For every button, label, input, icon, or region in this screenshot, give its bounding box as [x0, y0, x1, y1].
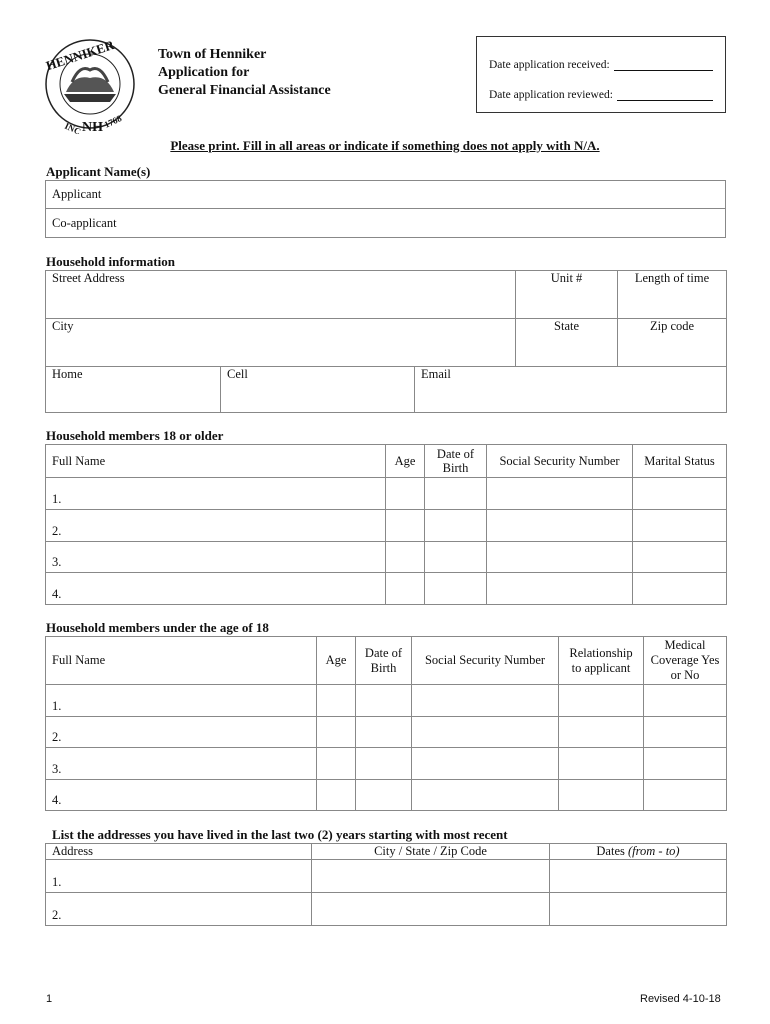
address-row-city[interactable]: [312, 893, 550, 926]
minor-row-ssn[interactable]: [412, 748, 559, 780]
svg-text:INC: INC: [63, 120, 83, 134]
minor-row-age[interactable]: [317, 717, 356, 748]
adults-header-marital: Marital Status: [633, 445, 727, 478]
state-field[interactable]: State: [516, 319, 618, 367]
minor-row-name[interactable]: 2.: [46, 717, 317, 748]
cell-phone-field[interactable]: Cell: [221, 367, 415, 413]
address-row-city[interactable]: [312, 860, 550, 893]
minor-row-age[interactable]: [317, 685, 356, 717]
adults-header-dob: Date of Birth: [425, 445, 487, 478]
minors-header-age: Age: [317, 637, 356, 685]
addresses-header-dates: Dates (from - to): [550, 844, 727, 860]
adult-row-dob[interactable]: [425, 510, 487, 542]
minor-row-age[interactable]: [317, 780, 356, 811]
minor-row-ssn[interactable]: [412, 685, 559, 717]
adults-header-age: Age: [386, 445, 425, 478]
form-title: [158, 46, 331, 100]
street-address-field[interactable]: Street Address: [46, 271, 516, 319]
minors-section-label: Household members under the age of 18: [46, 620, 269, 635]
minor-row-dob[interactable]: [356, 748, 412, 780]
adult-row-ssn[interactable]: [487, 478, 633, 510]
adults-header-ssn: Social Security Number: [487, 445, 633, 478]
adult-row-name[interactable]: 3.: [46, 542, 386, 573]
adult-row-dob[interactable]: [425, 573, 487, 605]
adults-header-name: Full Name: [46, 445, 386, 478]
minor-row-dob[interactable]: [356, 685, 412, 717]
address-row[interactable]: 1.: [46, 860, 312, 893]
adult-row-marital[interactable]: [633, 478, 727, 510]
minors-header-ssn: Social Security Number: [412, 637, 559, 685]
address-row-dates[interactable]: [550, 860, 727, 893]
addresses-header-address: Address: [46, 844, 312, 860]
adult-row-age[interactable]: [386, 542, 425, 573]
svg-text:1768: 1768: [102, 113, 124, 130]
minor-row-relationship[interactable]: [559, 748, 644, 780]
seal-top-text: HENNIKER: [44, 37, 116, 74]
applicant-table: [45, 180, 726, 238]
adult-row-dob[interactable]: [425, 478, 487, 510]
minor-row-dob[interactable]: [356, 717, 412, 748]
minors-header-medical: Medical Coverage Yes or No: [644, 637, 727, 685]
minor-row-medical[interactable]: [644, 780, 727, 811]
adult-row-ssn[interactable]: [487, 542, 633, 573]
date-reviewed-label: Date application reviewed:: [489, 89, 613, 101]
office-use-box: [476, 36, 726, 113]
date-received-label: Date application received:: [489, 59, 610, 71]
revision-date: Revised 4-10-18: [640, 993, 721, 1005]
city-field[interactable]: City: [46, 319, 516, 367]
date-received-field[interactable]: [614, 59, 713, 71]
minor-row-relationship[interactable]: [559, 780, 644, 811]
addresses-header-city: City / State / Zip Code: [312, 844, 550, 860]
minor-row-relationship[interactable]: [559, 717, 644, 748]
applicant-field[interactable]: Applicant: [46, 181, 726, 209]
minor-row-medical[interactable]: [644, 717, 727, 748]
length-of-time-field[interactable]: Length of time: [618, 271, 727, 319]
page-number: 1: [46, 993, 53, 1005]
adults-section-label: Household members 18 or older: [46, 428, 224, 443]
minors-table: [45, 636, 727, 811]
adult-row-name[interactable]: 1.: [46, 478, 386, 510]
home-phone-field[interactable]: Home: [46, 367, 221, 413]
co-applicant-field[interactable]: Co-applicant: [46, 209, 726, 238]
minors-header-dob: Date of Birth: [356, 637, 412, 685]
household-section-label: Household information: [46, 254, 175, 269]
addresses-section-label: List the addresses you have lived in the last two (2) years starting with most recent: [52, 827, 508, 842]
adult-row-age[interactable]: [386, 478, 425, 510]
minor-row-relationship[interactable]: [559, 685, 644, 717]
minor-row-age[interactable]: [317, 748, 356, 780]
adult-row-age[interactable]: [386, 510, 425, 542]
minor-row-name[interactable]: 4.: [46, 780, 317, 811]
minors-header-relationship: Relationship to applicant: [559, 637, 644, 685]
minor-row-ssn[interactable]: [412, 780, 559, 811]
date-reviewed-field[interactable]: [617, 89, 713, 101]
instructions: Please print. Fill in all areas or indicate if something does not apply with N/A.: [170, 138, 600, 153]
minors-header-name: Full Name: [46, 637, 317, 685]
svg-text:NH: NH: [82, 120, 103, 134]
household-table: [45, 270, 727, 413]
adult-row-dob[interactable]: [425, 542, 487, 573]
title-line-1: Town of Henniker: [158, 47, 267, 62]
adult-row-name[interactable]: 4.: [46, 573, 386, 605]
adult-row-marital[interactable]: [633, 573, 727, 605]
minor-row-name[interactable]: 3.: [46, 748, 317, 780]
title-line-2: Application for: [158, 65, 250, 80]
adult-row-ssn[interactable]: [487, 510, 633, 542]
applicant-section-label: Applicant Name(s): [46, 164, 151, 179]
adults-table: [45, 444, 727, 605]
address-row-dates[interactable]: [550, 893, 727, 926]
address-row[interactable]: 2.: [46, 893, 312, 926]
minor-row-medical[interactable]: [644, 685, 727, 717]
minor-row-medical[interactable]: [644, 748, 727, 780]
adult-row-marital[interactable]: [633, 542, 727, 573]
minor-row-name[interactable]: 1.: [46, 685, 317, 717]
adult-row-ssn[interactable]: [487, 573, 633, 605]
addresses-table: [45, 843, 727, 926]
town-seal: [44, 34, 144, 134]
unit-field[interactable]: Unit #: [516, 271, 618, 319]
zip-field[interactable]: Zip code: [618, 319, 727, 367]
minor-row-ssn[interactable]: [412, 717, 559, 748]
title-line-3: General Financial Assistance: [158, 83, 331, 98]
minor-row-dob[interactable]: [356, 780, 412, 811]
adult-row-age[interactable]: [386, 573, 425, 605]
adult-row-name[interactable]: 2.: [46, 510, 386, 542]
email-field[interactable]: Email: [415, 367, 727, 413]
adult-row-marital[interactable]: [633, 510, 727, 542]
